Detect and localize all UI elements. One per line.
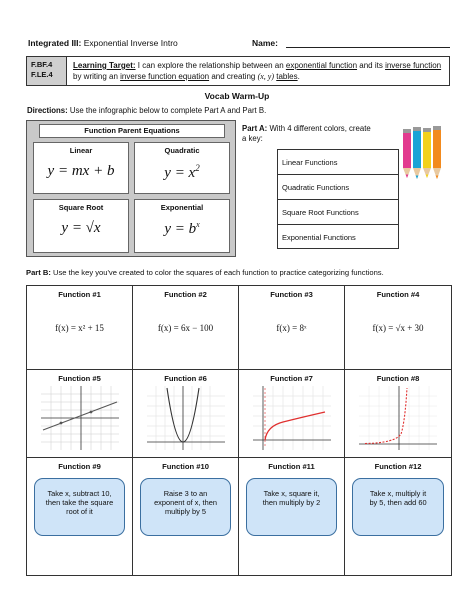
parent-label: Quadratic (164, 146, 200, 155)
function-equation: f(x) = x² + 15 (55, 323, 104, 333)
name-label: Name: (252, 38, 278, 48)
target-term: (x, y) (257, 72, 275, 81)
function-description-bubble: Raise 3 to an exponent of x, then multiply by 5 (140, 478, 231, 536)
parent-cell-linear (33, 142, 129, 194)
learning-target-box (26, 56, 450, 86)
target-term: inverse function (385, 61, 442, 70)
part-b-instructions (26, 268, 456, 277)
course-label: Integrated III: (28, 38, 82, 48)
parent-equation-base: y = b (164, 221, 197, 237)
function-title: Function #3 (270, 290, 313, 299)
key-row-linear[interactable]: Linear Functions (278, 150, 398, 175)
function-title: Function #10 (162, 462, 209, 471)
function-description-bubble: Take x, subtract 10, then take the square root of it (34, 478, 125, 536)
function-card-1[interactable] (27, 286, 133, 370)
parent-label: Linear (69, 146, 93, 155)
function-card-3[interactable] (239, 286, 345, 370)
linear-graph (41, 386, 119, 450)
function-title: Function #9 (58, 462, 101, 471)
part-a-text: With 4 different colors, create a key: (242, 124, 371, 143)
parabola-graph (147, 386, 225, 450)
target-term: tables (276, 72, 298, 81)
function-card-6[interactable] (133, 370, 239, 458)
exponential-graph (359, 386, 437, 450)
function-title: Function #8 (376, 374, 420, 383)
function-title: Function #12 (374, 462, 422, 471)
key-row-quadratic[interactable]: Quadratic Functions (278, 175, 398, 200)
function-card-11[interactable] (239, 458, 345, 575)
function-title: Function #4 (376, 290, 420, 299)
function-card-5[interactable] (27, 370, 133, 458)
parent-equation-exponent: x (196, 220, 200, 229)
parent-equation-exponent: 2 (195, 163, 200, 173)
function-card-8[interactable] (345, 370, 451, 458)
function-equation: f(x) = 8ˣ (276, 323, 307, 333)
parent-equation-base: y = x (164, 165, 196, 181)
function-title: Function #5 (58, 374, 101, 383)
function-title: Function #2 (164, 290, 207, 299)
target-text-part: by writing an (73, 72, 121, 81)
target-text-part: and its (357, 61, 386, 70)
function-title: Function #1 (58, 290, 101, 299)
standard-code: F.BF.4 (31, 60, 53, 69)
target-text-part: and creating (209, 72, 258, 81)
function-title: Function #6 (164, 374, 207, 383)
function-card-10[interactable] (133, 458, 239, 575)
function-title: Function #7 (270, 374, 313, 383)
part-a-label: Part A: (242, 124, 268, 133)
function-card-4[interactable] (345, 286, 451, 370)
directions-label: Directions: (27, 106, 68, 115)
parent-equation: y = √x (61, 220, 101, 236)
topic-label: Exponential Inverse Intro (83, 38, 178, 48)
function-title: Function #11 (268, 462, 315, 471)
target-text-part: I can explore the relationship between an (137, 61, 286, 70)
course-heading (28, 38, 178, 48)
color-key-table (277, 149, 399, 249)
parent-equations-title: Function Parent Equations (39, 124, 225, 138)
square-root-graph (253, 386, 331, 450)
parent-cell-exponential (134, 199, 230, 253)
function-card-9[interactable] (27, 458, 133, 575)
parent-equation: y = mx + b (47, 163, 115, 179)
target-text-part: . (297, 72, 300, 81)
function-card-7[interactable] (239, 370, 345, 458)
target-term: exponential function (285, 61, 358, 70)
parent-equation (135, 163, 229, 182)
parent-equation (135, 220, 229, 238)
standards-cell (27, 57, 67, 85)
standard-code: F.LE.4 (31, 70, 53, 79)
function-equation: f(x) = √x + 30 (372, 323, 424, 333)
directions (27, 106, 266, 115)
function-card-2[interactable] (133, 286, 239, 370)
directions-text: Use the infographic below to complete Part A and Part B. (67, 106, 267, 115)
function-equation: f(x) = 6x − 100 (157, 323, 214, 333)
parent-label: Square Root (58, 203, 104, 212)
name-field-line[interactable] (286, 47, 450, 48)
part-b-label: Part B: (26, 268, 51, 277)
colored-pencils-icon (400, 126, 450, 182)
learning-target-text (73, 60, 447, 82)
part-a-instructions (242, 124, 374, 144)
learning-target-label: Learning Target: (73, 61, 136, 70)
key-row-square-root[interactable]: Square Root Functions (278, 200, 398, 225)
function-sort-grid (26, 285, 452, 576)
parent-cell-quadratic (134, 142, 230, 194)
key-row-exponential[interactable]: Exponential Functions (282, 233, 356, 242)
parent-equations-panel (26, 120, 236, 257)
function-description-bubble: Take x, multiply it by 5, then add 60 (352, 478, 444, 536)
function-description-bubble: Take x, square it, then multiply by 2 (246, 478, 337, 536)
parent-cell-square-root (33, 199, 129, 253)
part-b-text: Use the key you've created to color the squares of each function to practice categorizing functions. (50, 268, 384, 277)
target-term: inverse function equation (120, 72, 210, 81)
function-card-12[interactable] (345, 458, 451, 575)
parent-label: Exponential (160, 203, 204, 212)
page-title: Vocab Warm-Up (204, 91, 270, 101)
